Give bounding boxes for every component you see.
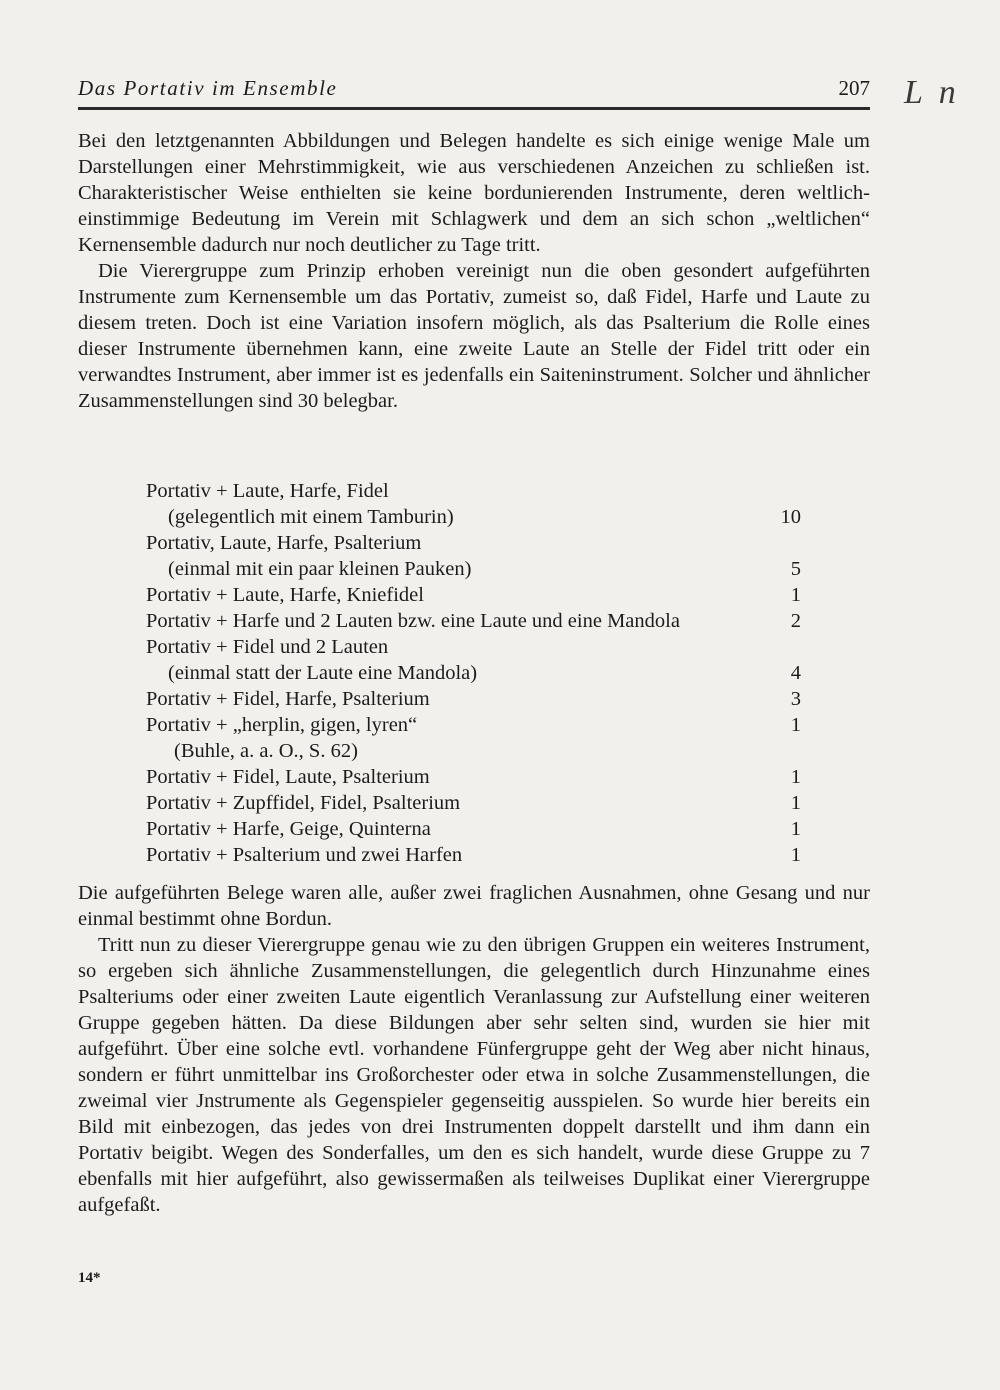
list-item-count bbox=[777, 634, 801, 660]
top-text-block bbox=[78, 128, 870, 414]
list-item-count bbox=[777, 478, 801, 504]
running-title: Das Portativ im Ensemble bbox=[78, 76, 338, 100]
list-item-count bbox=[777, 738, 801, 764]
list-item-count: 1 bbox=[790, 818, 801, 840]
list-item bbox=[146, 504, 801, 530]
running-head bbox=[78, 76, 870, 101]
signature-mark: 14* bbox=[78, 1270, 101, 1286]
list-item bbox=[146, 686, 801, 712]
list-item-count bbox=[777, 530, 801, 556]
list-item-text: Portativ + Laute, Harfe, Fidel bbox=[146, 480, 389, 502]
list-item bbox=[146, 556, 801, 582]
instrument-combination-list bbox=[146, 478, 801, 868]
list-item bbox=[146, 764, 801, 790]
list-item-text: (einmal mit ein paar kleinen Pauken) bbox=[168, 558, 472, 580]
list-item bbox=[146, 712, 801, 738]
list-item-count: 1 bbox=[790, 792, 801, 814]
list-item bbox=[146, 738, 801, 764]
list-item-count: 4 bbox=[790, 662, 801, 684]
list-item-text: Portativ + Zupffidel, Fidel, Psalterium bbox=[146, 792, 461, 814]
list-item-count: 1 bbox=[790, 766, 801, 788]
paragraph-4: Tritt nun zu dieser Vierergruppe genau wie zu den übrigen Gruppen ein weiteres Instrument, so ergeben sich ähnliche Zusammenstellungen, die gelegentlich durch Hinzunahme eines Psalteriums oder einer zweiten Laute eigentlich Veranlassung zur Aufstellung einer weiteren Gruppe gegeben hätten. Da diese Bildungen aber sehr selten sind, wurden sie hier mit aufgeführt. Über eine solche evtl. vorhandene Fünfergruppe geht der Weg aber nicht hinaus, sondern er führt unmittelbar ins Großorchester oder etwa in solche Zusammenstellungen, die zweimal vier Jnstrumente als Gegenspieler gegenseitig ausspielen. So wurde hier bereits ein Bild mit einbezogen, das jedes von drei Instrumenten doppelt darstellt und ihm dann ein Portativ beigibt. Wegen des Sonderfalles, um den es sich handelt, wurde diese Gruppe zu 7 ebenfalls mit hier aufgeführt, also gewissermaßen als teilweises Duplikat einer Vierergruppe aufgefaßt. bbox=[78, 934, 870, 1216]
list-item bbox=[146, 530, 801, 556]
page-number: 207 bbox=[838, 76, 870, 100]
list-item bbox=[146, 660, 801, 686]
list-item bbox=[146, 582, 801, 608]
list-item bbox=[146, 634, 801, 660]
list-item-text: (Buhle, a. a. O., S. 62) bbox=[174, 740, 358, 762]
list-item bbox=[146, 608, 801, 634]
list-item-text: Portativ, Laute, Harfe, Psalterium bbox=[146, 532, 422, 554]
list-item bbox=[146, 478, 801, 504]
list-item-text: Portativ + Fidel, Harfe, Psalterium bbox=[146, 688, 430, 710]
list-item bbox=[146, 842, 801, 868]
list-item-text: Portativ + Harfe und 2 Lauten bzw. eine Laute und eine Mandola bbox=[146, 610, 680, 632]
list-item-text: Portativ + Fidel und 2 Lauten bbox=[146, 636, 389, 658]
list-item-count: 2 bbox=[790, 610, 801, 632]
bottom-text-block bbox=[78, 880, 870, 1218]
list-item-count: 1 bbox=[790, 714, 801, 736]
list-item-text: Portativ + Fidel, Laute, Psalterium bbox=[146, 766, 430, 788]
list-item-text: (gelegentlich mit einem Tamburin) bbox=[168, 506, 454, 528]
list-item-text: Portativ + Harfe, Geige, Quinterna bbox=[146, 818, 431, 840]
list-item-count: 5 bbox=[790, 558, 801, 580]
list-item-count: 1 bbox=[790, 584, 801, 606]
list-item-text: (einmal statt der Laute eine Mandola) bbox=[168, 662, 478, 684]
list-item-text: Portativ + Laute, Harfe, Kniefidel bbox=[146, 584, 424, 606]
list-item-text: Portativ + „herplin, gigen, lyren“ bbox=[146, 714, 418, 736]
list-item-count: 1 bbox=[790, 844, 801, 866]
list-item bbox=[146, 816, 801, 842]
list-item-count: 10 bbox=[780, 506, 801, 528]
handwritten-margin-note: L n bbox=[904, 74, 960, 111]
paragraph-3: Die aufgeführten Belege waren alle, außer zwei fraglichen Ausnahmen, ohne Gesang und nur einmal bestimmt ohne Bordun. bbox=[78, 882, 870, 930]
paragraph-2: Die Vierergruppe zum Prinzip erhoben vereinigt nun die oben gesondert aufgeführten Instrumente zum Kernensemble um das Portativ, zumeist so, daß Fidel, Harfe und Laute zu diesem treten. Doch ist eine Variation insofern möglich, als das Psalterium die Rolle eines dieser Instrumente übernehmen kann, eine zweite Laute an Stelle der Fidel tritt oder ein verwandtes Instrument, aber immer ist es jedenfalls ein Saiteninstrument. Solcher und ähnlicher Zusammenstellungen sind 30 belegbar. bbox=[78, 260, 870, 412]
list-item-count: 3 bbox=[790, 688, 801, 710]
paragraph-1: Bei den letztgenannten Abbildungen und Belegen handelte es sich einige wenige Male um Darstellungen einer Mehrstimmigkeit, wie aus verschiedenen Anzeichen zu schließen ist. Charakteristischer Weise enthielten sie keine bordunierenden Instrumente, deren weltlich-einstimmige Bedeutung im Verein mit Schlagwerk und dem an sich schon „weltlichen“ Kernensemble dadurch nur noch deutlicher zu Tage tritt. bbox=[78, 130, 870, 256]
header-rule bbox=[78, 107, 870, 110]
list-item bbox=[146, 790, 801, 816]
list-item-text: Portativ + Psalterium und zwei Harfen bbox=[146, 844, 463, 866]
